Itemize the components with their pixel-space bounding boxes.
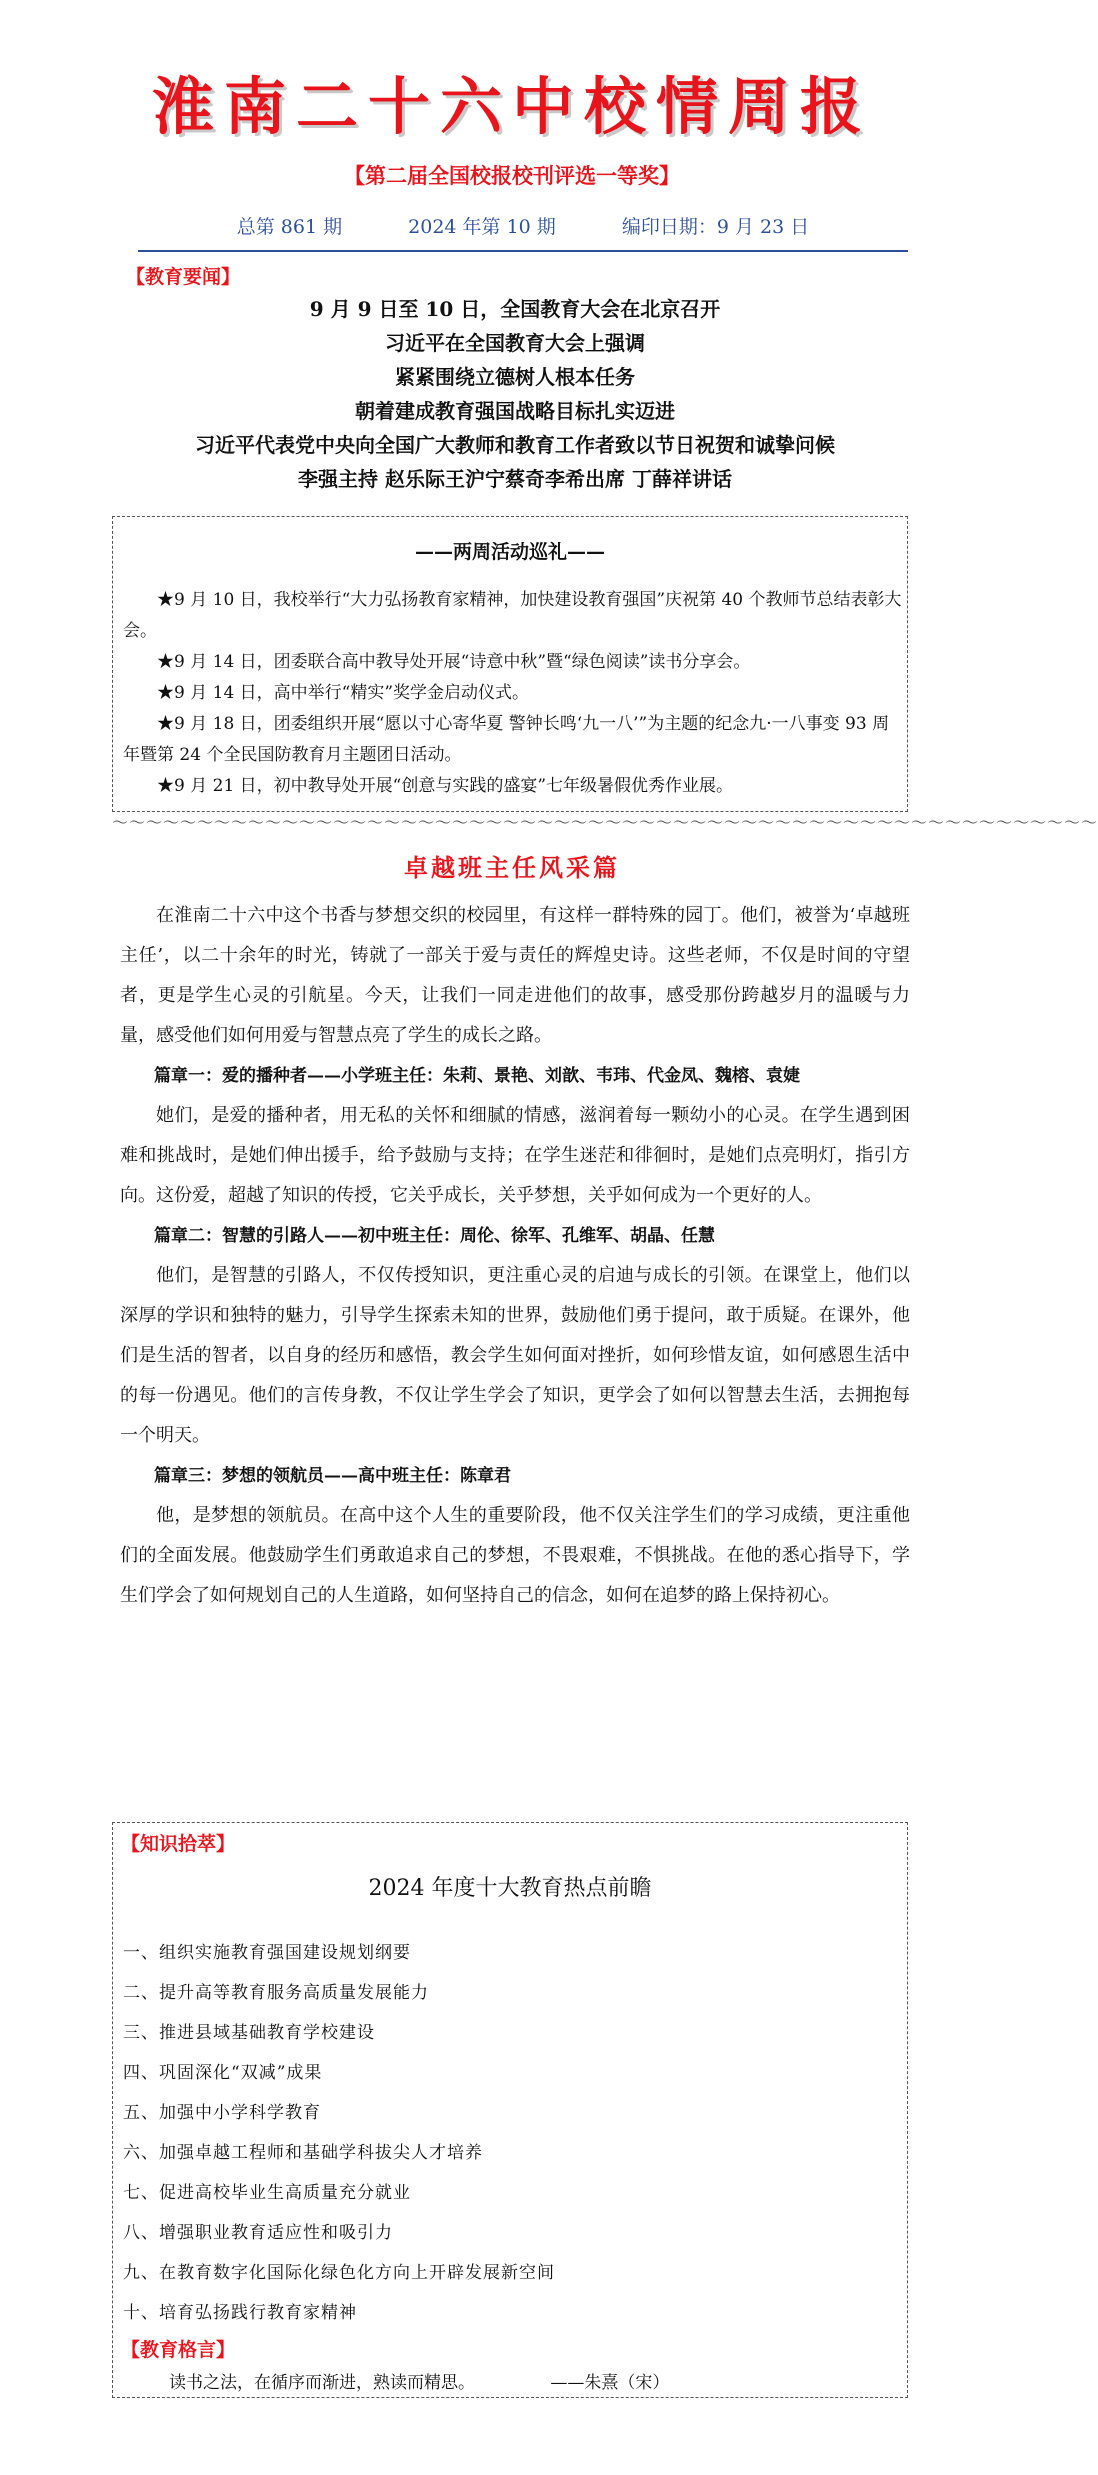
hotspot-item: 九、在教育数字化国际化绿色化方向上开辟发展新空间 xyxy=(123,2263,555,2283)
hotspot-item: 七、促进高校毕业生高质量充分就业 xyxy=(123,2183,411,2203)
feature-title: 卓越班主任风采篇 xyxy=(404,854,620,882)
chapter-3-title: 篇章三：梦想的领航员——高中班主任：陈章君 xyxy=(154,1466,511,1486)
motto-author: ——朱熹（宋） xyxy=(550,2373,670,2393)
hotspot-item: 五、加强中小学科学教育 xyxy=(123,2103,321,2123)
activities-title: ——两周活动巡礼—— xyxy=(414,541,605,563)
header-rule xyxy=(138,250,908,252)
headline: 习近平在全国教育大会上强调 xyxy=(385,331,645,355)
headline: 9 月 9 日至 10 日，全国教育大会在北京召开 xyxy=(309,297,721,321)
chapter-2-body: 他们，是智慧的引路人，不仅传授知识，更注重心灵的启迪与成长的引领。在课堂上，他们以深厚的学识和独特的魅力，引导学生探索未知的世界，鼓励他们勇于提问，敢于质疑。在课外，他们是生活的智者，以自身的经历和感悟，教会学生如何面对挫折，如何珍惜友谊，如何感恩生活中的每一份遇见。他们的言传身教，不仅让学生学会了知识，更学会了如何以智慧去生活，去拥抱每一个明天。 xyxy=(120,1265,910,1446)
section-tag-motto: 【教育格言】 xyxy=(121,2339,236,2361)
print-date: 编印日期：9 月 23 日 xyxy=(621,216,810,238)
hotspot-item: 一、组织实施教育强国建设规划纲要 xyxy=(123,1943,411,1963)
activity-item: ★9 月 18 日，团委组织开展“愿以寸心寄华夏 警钟长鸣‘九一八’”为主题的纪念九·一八事变 93 周年暨第 24 个全民国防教育月主题团日活动。 xyxy=(123,714,890,765)
total-issue: 总第 861 期 xyxy=(236,216,343,238)
activity-item: ★9 月 10 日，我校举行“大力弘扬教育家精神，加快建设教育强国”庆祝第 40 个教师节总结表彰大会。 xyxy=(123,590,902,641)
section-tag-knowledge: 【知识拾萃】 xyxy=(121,1833,236,1855)
hotspot-item: 六、加强卓越工程师和基础学科拔尖人才培养 xyxy=(123,2143,483,2163)
wavy-divider: ～～～～～～～～～～～～～～～～～～～～～～～～～～～～～～～～～～～～～～～～～～～～～～～～～～～～～～～～～～ xyxy=(112,813,1098,832)
hotspot-item: 八、增强职业教育适应性和吸引力 xyxy=(123,2223,393,2243)
activity-item: ★9 月 21 日，初中教导处开展“创意与实践的盛宴”七年级暑假优秀作业展。 xyxy=(157,776,734,796)
hotspot-item: 十、培育弘扬践行教育家精神 xyxy=(123,2303,357,2323)
hotspot-item: 四、巩固深化“双减”成果 xyxy=(123,2063,323,2083)
activities-box xyxy=(112,516,908,812)
headline: 李强主持 赵乐际王沪宁蔡奇李希出席 丁薛祥讲话 xyxy=(298,467,732,491)
chapter-1-body: 她们，是爱的播种者，用无私的关怀和细腻的情感，滋润着每一颗幼小的心灵。在学生遇到困难和挑战时，是她们伸出援手，给予鼓励与支持；在学生迷茫和徘徊时，是她们点亮明灯，指引方向。这份爱，超越了知识的传授，它关乎成长，关乎梦想，关乎如何成为一个更好的人。 xyxy=(120,1105,910,1206)
headline: 习近平代表党中央向全国广大教师和教育工作者致以节日祝贺和诚挚问候 xyxy=(195,433,835,457)
hotspot-item: 二、提升高等教育服务高质量发展能力 xyxy=(123,1983,429,2003)
knowledge-title: 2024 年度十大教育热点前瞻 xyxy=(368,1876,652,1901)
issue-info xyxy=(138,212,908,239)
masthead-title: 淮南二十六中校情周报 xyxy=(151,70,872,143)
knowledge-box xyxy=(112,1822,908,2398)
news-headlines xyxy=(120,292,910,496)
activity-item: ★9 月 14 日，高中举行“精实”奖学金启动仪式。 xyxy=(157,683,530,703)
chapter-3-body: 他，是梦想的领航员。在高中这个人生的重要阶段，他不仅关注学生们的学习成绩，更注重他们的全面发展。他鼓励学生们勇敢追求自己的梦想，不畏艰难，不惧挑战。在他的悉心指导下，学生们学会了如何规划自己的人生道路，如何坚持自己的信念，如何在追梦的路上保持初心。 xyxy=(120,1505,910,1606)
motto-quote: 读书之法，在循序而渐进，熟读而精思。 xyxy=(169,2373,475,2393)
hotspot-list xyxy=(123,1933,893,2333)
award-line: 【第二届全国校报校刊评选一等奖】 xyxy=(344,164,680,188)
motto-line xyxy=(169,2368,669,2393)
section-tag-news: 【教育要闻】 xyxy=(126,266,241,288)
activity-item: ★9 月 14 日，团委联合高中教导处开展“诗意中秋”暨“绿色阅读”读书分享会。 xyxy=(157,652,751,672)
headline: 紧紧围绕立德树人根本任务 xyxy=(395,365,635,389)
feature-intro: 在淮南二十六中这个书香与梦想交织的校园里，有这样一群特殊的园丁。他们，被誉为‘卓越班主任’，以二十余年的时光，铸就了一部关于爱与责任的辉煌史诗。这些老师，不仅是时间的守望者，更是学生心灵的引航星。今天，让我们一同走进他们的故事，感受那份跨越岁月的温暖与力量，感受他们如何用爱与智慧点亮了学生的成长之路。 xyxy=(120,905,910,1046)
chapter-1-title: 篇章一：爱的播种者——小学班主任：朱莉、景艳、刘歆、韦玮、代金凤、魏榕、袁婕 xyxy=(154,1066,800,1086)
year-issue: 2024 年第 10 期 xyxy=(408,216,556,238)
chapter-2-title: 篇章二：智慧的引路人——初中班主任：周伦、徐军、孔维军、胡晶、任慧 xyxy=(154,1226,715,1246)
headline: 朝着建成教育强国战略目标扎实迈进 xyxy=(355,399,675,423)
feature-article xyxy=(120,896,910,1616)
hotspot-item: 三、推进县域基础教育学校建设 xyxy=(123,2023,375,2043)
activities-list xyxy=(123,585,903,802)
